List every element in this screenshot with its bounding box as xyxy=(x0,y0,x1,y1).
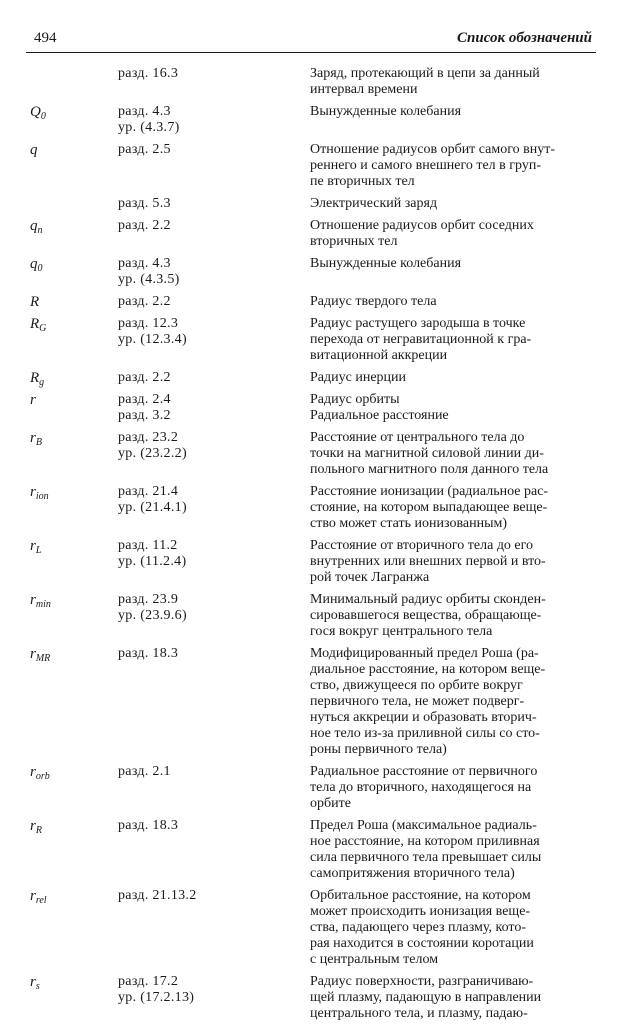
description-line: польного магнитного поля данного тела xyxy=(310,462,549,477)
description-line: Орбитальное расстояние, на котором xyxy=(310,888,531,903)
description-line: диальное расстояние, на котором веще- xyxy=(310,662,546,677)
reference-line: разд. 2.1 xyxy=(118,764,171,779)
symbol-base: q xyxy=(30,142,38,158)
description-line: Минимальный радиус орбиты сконден- xyxy=(310,592,546,607)
symbol-base: r xyxy=(30,484,36,500)
notation-entry xyxy=(0,370,628,386)
notation-references xyxy=(118,818,310,834)
notation-symbol xyxy=(0,646,118,662)
notation-symbol xyxy=(0,142,118,158)
description-line: Расстояние от центрального тела до xyxy=(310,430,525,445)
notation-description xyxy=(310,974,593,1022)
notation-symbol xyxy=(0,888,118,904)
reference-line: разд. 16.3 xyxy=(118,66,179,81)
symbol-base: r xyxy=(30,764,36,780)
notation-references xyxy=(118,392,310,424)
description-line: сировавшегося вещества, обращающе- xyxy=(310,608,542,623)
symbol-base: r xyxy=(30,974,36,990)
notation-entry xyxy=(0,646,628,758)
notation-references xyxy=(118,646,310,662)
reference-line: разд. 3.2 xyxy=(118,408,171,423)
description-line: щей плазму, падающую в направлении xyxy=(310,990,542,1005)
description-line: Отношение радиусов орбит самого внут- xyxy=(310,142,556,157)
symbol-subscript: MR xyxy=(35,653,51,664)
description-line: гося вокруг центрального тела xyxy=(310,624,493,639)
notation-entry xyxy=(0,818,628,882)
notation-entry xyxy=(0,256,628,288)
notation-description xyxy=(310,888,593,968)
notation-description xyxy=(310,392,593,424)
description-line: тела до вторичного, находящегося на xyxy=(310,780,532,795)
reference-line: ур. (21.4.1) xyxy=(118,500,187,515)
notation-references xyxy=(118,484,310,516)
description-line: витационной аккреции xyxy=(310,348,448,363)
reference-line: ур. (11.2.4) xyxy=(118,554,187,569)
description-line: вторичных тел xyxy=(310,234,398,249)
description-line: Радиус орбиты xyxy=(310,392,400,407)
notation-description xyxy=(310,316,593,364)
notation-entry xyxy=(0,66,628,98)
reference-line: разд. 2.5 xyxy=(118,142,171,157)
reference-line: ур. (17.2.13) xyxy=(118,990,195,1005)
notation-references xyxy=(118,256,310,288)
description-line: точки на магнитной силовой линии ди- xyxy=(310,446,544,461)
description-line: Отношение радиусов орбит соседних xyxy=(310,218,534,233)
symbol-base: r xyxy=(30,430,36,446)
symbol-subscript: min xyxy=(35,599,51,610)
description-line: реннего и самого внешнего тел в груп- xyxy=(310,158,541,173)
notation-symbol xyxy=(0,256,118,272)
notation-references xyxy=(118,218,310,234)
notation-references xyxy=(118,142,310,158)
description-line: Радиальное расстояние от первичного xyxy=(310,764,538,779)
description-line: Радиус растущего зародыша в точке xyxy=(310,316,526,331)
reference-line: разд. 12.3 xyxy=(118,316,179,331)
reference-line: разд. 2.2 xyxy=(118,294,171,309)
symbol-base: R xyxy=(30,294,40,310)
running-title: Список обозначений xyxy=(457,30,592,46)
description-line: ное тело из-за приливной силы со сто- xyxy=(310,726,540,741)
reference-line: разд. 21.13.2 xyxy=(118,888,197,903)
notation-description xyxy=(310,484,593,532)
symbol-subscript: R xyxy=(35,825,42,836)
notation-entry xyxy=(0,592,628,640)
reference-line: разд. 4.3 xyxy=(118,104,171,119)
symbol-subscript: ion xyxy=(35,491,49,502)
notation-description xyxy=(310,294,593,310)
notation-symbol xyxy=(0,484,118,500)
notation-list xyxy=(0,66,628,1028)
notation-description xyxy=(310,104,593,120)
symbol-base: q xyxy=(30,218,38,234)
notation-entry xyxy=(0,104,628,136)
description-line: рая находится в состоянии коротации xyxy=(310,936,534,951)
page-number: 494 xyxy=(34,30,57,46)
notation-references xyxy=(118,316,310,348)
reference-line: разд. 5.3 xyxy=(118,196,171,211)
description-line: ство может стать ионизованным) xyxy=(310,516,508,531)
notation-references xyxy=(118,974,310,1006)
symbol-base: r xyxy=(30,392,36,408)
description-line: роны первичного тела) xyxy=(310,742,447,757)
symbol-subscript: n xyxy=(37,225,43,236)
description-line: Вынужденные колебания xyxy=(310,256,462,271)
symbol-subscript: 0 xyxy=(40,111,46,122)
description-line: Радиус поверхности, разграничиваю- xyxy=(310,974,534,989)
description-line: центрального тела, и плазму, падаю- xyxy=(310,1006,528,1021)
description-line: Радиус инерции xyxy=(310,370,407,385)
description-line: Радиальное расстояние xyxy=(310,408,449,423)
notation-references xyxy=(118,430,310,462)
description-line: Расстояние ионизации (радиальное рас- xyxy=(310,484,549,499)
description-line: ное расстояние, на котором приливная xyxy=(310,834,540,849)
notation-references xyxy=(118,66,310,82)
notation-description xyxy=(310,538,593,586)
symbol-base: r xyxy=(30,592,36,608)
description-line: пе вторичных тел xyxy=(310,174,415,189)
description-line: Модифицированный предел Роша (ра- xyxy=(310,646,539,661)
description-line: может происходить ионизация веще- xyxy=(310,904,531,919)
symbol-subscript: B xyxy=(35,437,42,448)
description-line: Заряд, протекающий в цепи за данный xyxy=(310,66,540,81)
notation-description xyxy=(310,218,593,250)
notation-description xyxy=(310,818,593,882)
reference-line: разд. 23.2 xyxy=(118,430,179,445)
notation-symbol xyxy=(0,294,118,310)
description-line: внутренних или внешних первой и вто- xyxy=(310,554,546,569)
page-header xyxy=(26,30,596,53)
notation-description xyxy=(310,646,593,758)
symbol-base: r xyxy=(30,538,36,554)
notation-entry xyxy=(0,196,628,212)
reference-line: ур. (23.2.2) xyxy=(118,446,187,461)
description-line: перехода от негравитационной к гра- xyxy=(310,332,532,347)
description-line: орбите xyxy=(310,796,351,811)
notation-symbol xyxy=(0,104,118,120)
symbol-base: r xyxy=(30,888,36,904)
symbol-subscript: g xyxy=(39,377,45,388)
notation-entry xyxy=(0,888,628,968)
reference-line: разд. 17.2 xyxy=(118,974,179,989)
notation-symbol xyxy=(0,370,118,386)
notation-description xyxy=(310,256,593,272)
description-line: Предел Роша (максимальное радиаль- xyxy=(310,818,537,833)
notation-references xyxy=(118,104,310,136)
notation-references xyxy=(118,294,310,310)
notation-references xyxy=(118,196,310,212)
notation-entry xyxy=(0,142,628,190)
description-line: сила первичного тела превышает силы xyxy=(310,850,542,865)
reference-line: разд. 2.4 xyxy=(118,392,171,407)
description-line: самопритяжения вторичного тела) xyxy=(310,866,515,881)
notation-entry xyxy=(0,218,628,250)
notation-entry xyxy=(0,484,628,532)
notation-description xyxy=(310,66,593,98)
description-line: Электрический заряд xyxy=(310,196,438,211)
description-line: Вынужденные колебания xyxy=(310,104,462,119)
symbol-base: r xyxy=(30,818,36,834)
notation-description xyxy=(310,430,593,478)
symbol-subscript: G xyxy=(39,323,47,334)
notation-description xyxy=(310,370,593,386)
notation-symbol xyxy=(0,218,118,234)
description-line: нуться аккреции и образовать вторич- xyxy=(310,710,537,725)
notation-references xyxy=(118,370,310,386)
reference-line: разд. 2.2 xyxy=(118,218,171,233)
reference-line: разд. 18.3 xyxy=(118,818,179,833)
notation-references xyxy=(118,592,310,624)
notation-symbol xyxy=(0,974,118,990)
reference-line: разд. 2.2 xyxy=(118,370,171,385)
symbol-base: q xyxy=(30,256,38,272)
notation-entry xyxy=(0,538,628,586)
description-line: ство, движущееся по орбите вокруг xyxy=(310,678,523,693)
symbol-subscript: rel xyxy=(35,895,47,906)
symbol-base: r xyxy=(30,646,36,662)
notation-entry xyxy=(0,974,628,1022)
reference-line: ур. (23.9.6) xyxy=(118,608,187,623)
notation-references xyxy=(118,538,310,570)
notation-entry xyxy=(0,316,628,364)
reference-line: разд. 11.2 xyxy=(118,538,178,553)
notation-symbol xyxy=(0,538,118,554)
symbol-base: Q xyxy=(30,104,41,120)
reference-line: ур. (4.3.7) xyxy=(118,120,180,135)
notation-symbol xyxy=(0,764,118,780)
symbol-subscript: 0 xyxy=(37,263,43,274)
notation-description xyxy=(310,142,593,190)
description-line: Расстояние от вторичного тела до его xyxy=(310,538,534,553)
reference-line: ур. (4.3.5) xyxy=(118,272,180,287)
reference-line: ур. (12.3.4) xyxy=(118,332,187,347)
notation-symbol xyxy=(0,392,118,408)
notation-references xyxy=(118,888,310,904)
notation-symbol xyxy=(0,592,118,608)
notation-symbol xyxy=(0,430,118,446)
reference-line: разд. 23.9 xyxy=(118,592,179,607)
notation-description xyxy=(310,764,593,812)
reference-line: разд. 18.3 xyxy=(118,646,179,661)
symbol-subscript: s xyxy=(35,981,40,992)
description-line: первичного тела, не может подверг- xyxy=(310,694,525,709)
symbol-base: R xyxy=(30,370,40,386)
description-line: с центральным телом xyxy=(310,952,439,967)
notation-symbol xyxy=(0,818,118,834)
notation-entry xyxy=(0,764,628,812)
description-line: стояние, на котором выпадающее веще- xyxy=(310,500,548,515)
symbol-subscript: orb xyxy=(35,771,50,782)
notation-entry xyxy=(0,392,628,424)
notation-entry xyxy=(0,430,628,478)
reference-line: разд. 4.3 xyxy=(118,256,171,271)
notation-description xyxy=(310,592,593,640)
description-line: Радиус твердого тела xyxy=(310,294,437,309)
notation-symbol xyxy=(0,316,118,332)
notation-references xyxy=(118,764,310,780)
symbol-base: R xyxy=(30,316,40,332)
description-line: интервал времени xyxy=(310,82,418,97)
description-line: ства, падающего через плазму, кото- xyxy=(310,920,527,935)
reference-line: разд. 21.4 xyxy=(118,484,179,499)
notation-entry xyxy=(0,294,628,310)
symbol-subscript: L xyxy=(35,545,42,556)
notation-description xyxy=(310,196,593,212)
description-line: рой точек Лагранжа xyxy=(310,570,430,585)
